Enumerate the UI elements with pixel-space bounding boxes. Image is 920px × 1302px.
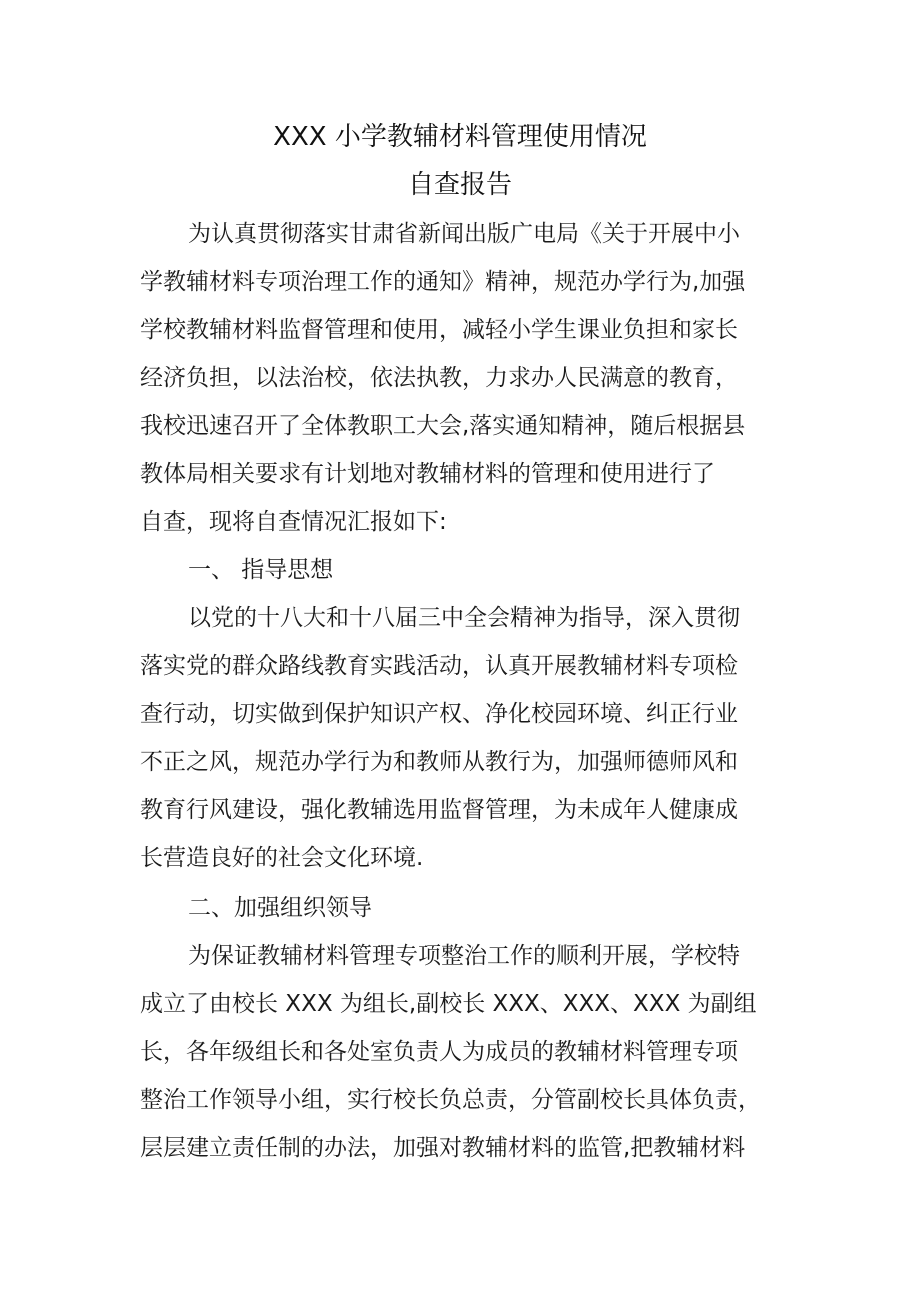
intro-line: 自查，现将自查情况汇报如下: — [140, 509, 447, 535]
section-1-line: 教育行风建设，强化教辅选用监督管理，为未成年人健康成 — [140, 797, 738, 823]
section-2-line: 整治工作领导小组，实行校长负总责，分管副校长具体负责， — [140, 1087, 761, 1113]
intro-line: 经济负担，以法治校，依法执教，力求办人民满意的教育， — [140, 365, 738, 391]
section-1-line: 查行动，切实做到保护知识产权、净化校园环境、纠正行业 — [140, 701, 738, 727]
document-title-line-1: XXX 小学教辅材料管理使用情况 — [273, 122, 647, 152]
section-1-line: 落实党的群众路线教育实践活动，认真开展教辅材料专项检 — [140, 653, 738, 679]
section-2-heading: 二、加强组织领导 — [188, 895, 372, 921]
section-2-line: 为保证教辅材料管理专项整治工作的顺利开展，学校特 — [188, 943, 740, 969]
intro-line: 为认真贯彻落实甘肃省新闻出版广电局《关于开展中小 — [188, 221, 740, 247]
section-1-heading: 一、 指导思想 — [188, 557, 334, 583]
section-1-line: 长营造良好的社会文化环境. — [140, 845, 424, 871]
intro-line: 教体局相关要求有计划地对教辅材料的管理和使用进行了 — [140, 461, 715, 487]
section-2-line: 成立了由校长 XXX 为组长,副校长 XXX、XXX、XXX 为副组 — [140, 991, 757, 1017]
section-1-line: 不正之风，规范办学行为和教师从教行为，加强师德师风和 — [140, 749, 738, 775]
section-2-line: 层层建立责任制的办法，加强对教辅材料的监管,把教辅材料 — [140, 1135, 746, 1161]
intro-line: 学教辅材料专项治理工作的通知》精神，规范办学行为,加强 — [140, 269, 746, 295]
document-title-line-2: 自查报告 — [407, 170, 512, 200]
section-2-line: 长，各年级组长和各处室负责人为成员的教辅材料管理专项 — [140, 1039, 738, 1065]
intro-line: 学校教辅材料监督管理和使用，减轻小学生课业负担和家长 — [140, 317, 738, 343]
intro-line: 我校迅速召开了全体教职工大会,落实通知精神，随后根据县 — [140, 413, 746, 439]
section-1-line: 以党的十八大和十八届三中全会精神为指导，深入贯彻 — [188, 605, 740, 631]
